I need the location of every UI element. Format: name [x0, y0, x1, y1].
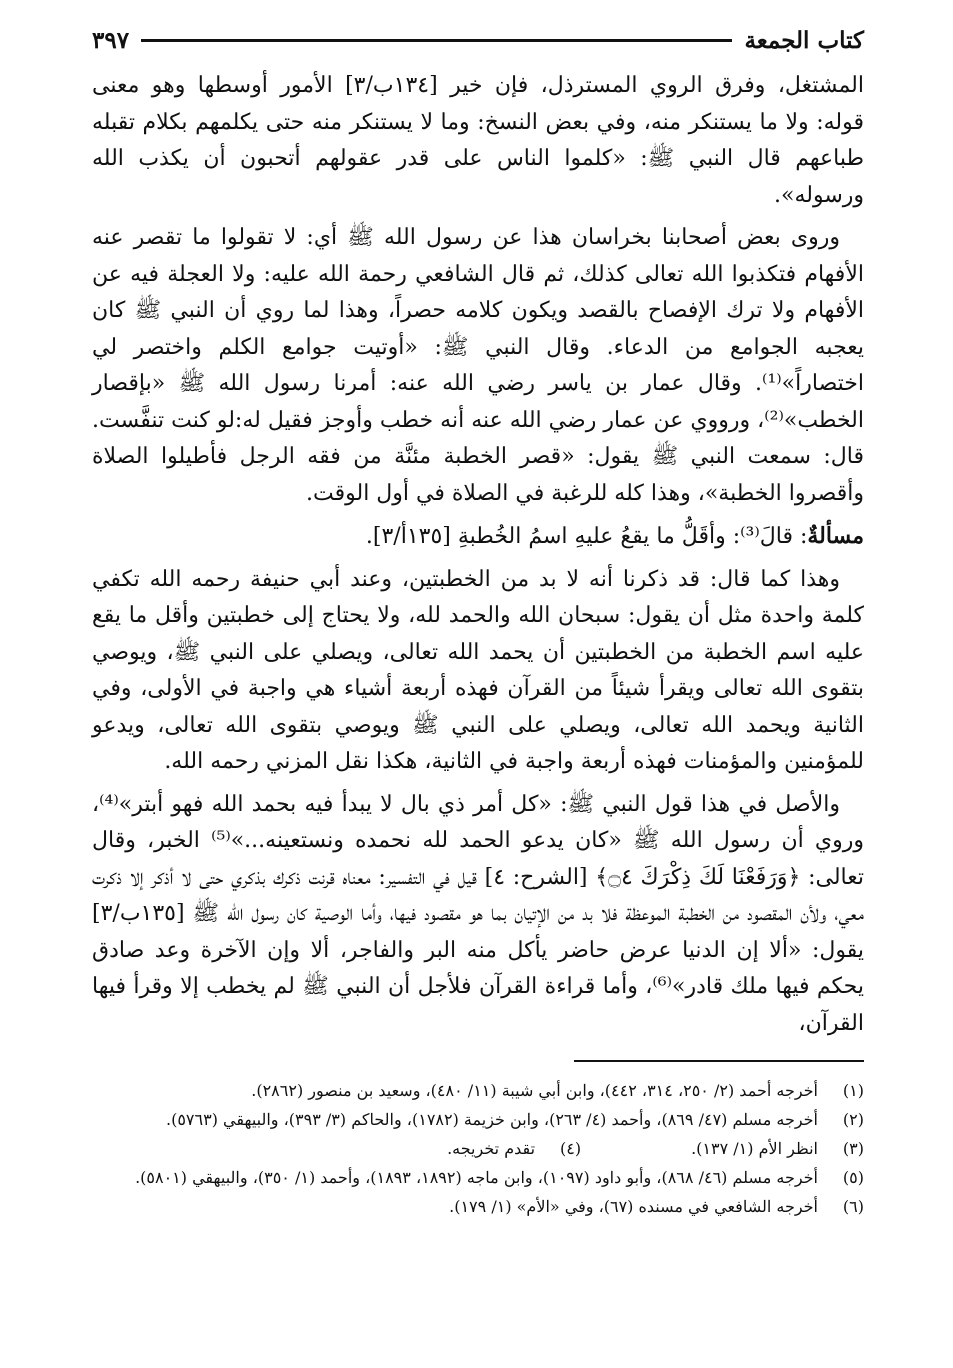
footnote: [92, 1076, 864, 1105]
page-number: ٣٩٧: [92, 26, 130, 54]
footnote-pair: [92, 1134, 864, 1163]
footnote-text: أخرجه مسلم (٤٦/ ٨٦٨)، وأبو داود (١٠٩٧)، وابن ماجه (١٨٩٢، ١٨٩٣)، وأحمد (١/ ٣٥٠)، والبيهقي (٥٨٠١).: [135, 1168, 818, 1187]
footnote-text: أخرجه الشافعي في مسنده (٦٧)، وفي «الأم» (١/ ١٧٩).: [449, 1197, 818, 1216]
footnote-text: تقدم تخريجه.: [447, 1139, 536, 1158]
footnote-number: (٤): [559, 1139, 582, 1158]
masala-label: مسألةٌ: [807, 523, 864, 549]
chapter-title: كتاب الجمعة: [744, 26, 864, 54]
footnote: [92, 1163, 864, 1192]
paragraph: وروى بعض أصحابنا بخراسان هذا عن رسول الله ﷺ أي: لا تقولوا ما تقصر عنه الأفهام فتكذبوا الله تعالى كذلك، ثم قال الشافعي رحمة الله عليه: ولا العجلة فيه عن الأفهام ولا ترك الإفصاح بالقصد ويكون كلامه حصراً، وهذا لما روي أن النبي ﷺ كان يعجبه الجوامع من الدعاء. وقال النبي ﷺ: «أوتيت جوامع الكلم واختصر لي اختصاراً»⁽¹⁾. وقال عمار بن ياسر رضي الله عنه: أمرنا رسول الله ﷺ «بإقصار الخطب»⁽²⁾، ورووي عن عمار رضي الله عنه أنه خطب وأوجز فقيل له:لو كنت تنفَّست. قال: سمعت النبي ﷺ يقول: «قصر الخطبة مئنَّة من فقه الرجل فأطيلوا الصلاة وأقصروا الخطبة»، وهذا كله للرغبة في الصلاة في أول الوقت.: [92, 225, 865, 506]
masala-heading: [92, 518, 864, 556]
footnote-number: (١): [842, 1081, 864, 1100]
main-text: [92, 68, 864, 1042]
footnote-text: أخرجه مسلم (٤٧/ ٨٦٩)، وأحمد (٤/ ٢٦٣)، وابن خزيمة (١٧٨٢)، والحاكم (٣/ ٣٩٣)، والبيهقي (٥٧٦٣).: [165, 1110, 818, 1129]
footnote-number: (٣): [842, 1139, 864, 1158]
masala-text: : قالَ⁽³⁾: وأقَلُّ ما يقعُ عليهِ اسمُ الخُطبةِ [١٣٥أ/٣].: [365, 524, 808, 549]
footnote: [92, 1105, 864, 1134]
paragraph: وهذا كما قال: قد ذكرنا أنه لا بد من الخطبتين، وعند أبي حنيفة رحمه الله تكفي كلمة واحدة مثل أن يقول: سبحان الله والحمد لله، ولا يحتاج إلى خطبتين وأقل ما يقع عليه اسم الخطبة من الخطبتين أن يحمد الله تعالى، ويصلي على النبي ﷺ، ويوصي بتقوى الله تعالى ويقرأ شيئاً من القرآن فهذه أربعة أشياء هي واجبة في الأولى، وفي الثانية ويحمد الله تعالى، ويصلي على النبي ﷺ ويوصي بتقوى الله تعالى، ويدعو للمؤمنين والمؤمنات فهذه أربعة واجبة في الثانية، هكذا نقل المزني رحمه الله.: [92, 566, 864, 774]
paragraph: والأصل في هذا قول النبي ﷺ: «كل أمر ذي بال لا يبدأ فيه بحمد الله فهو أبتر»⁽⁴⁾، وروي أن رسول الله ﷺ «كان يدعو الحمد لله نحمده ونستعينه...»⁽⁵⁾ الخبر، وقال تعالى: ﴿وَرَفَعْنَا لَكَ ذِكْرَكَ ۝٤﴾ [الشرح: ٤] قيل في التفسير: معناه قرنت ذكرك بذكري حتى لا أذكر إلا ذكرت معي، ولأن المقصود من الخطبة الموعظة فلا بد من الإتيان بما هو مقصود فيها، وأما الوصية كان رسول الله ﷺ [١٣٥ب/٣] يقول: «ألا إن الدنيا عرض حاضر يأكل منه البر والفاجر، ألا وإن الآخرة وعد صادق يحكم فيها ملك قادر»⁽⁶⁾، وأما قراءة القرآن فلأجل أن النبي ﷺ لم يخطب إلا وقرأ فيها القرآن،: [92, 791, 864, 1036]
book-page: [92, 22, 864, 1221]
footnote-text: انظر الأم (١/ ١٣٧).: [691, 1139, 818, 1158]
footnote-number: (٢): [842, 1110, 864, 1129]
running-header: [92, 22, 864, 58]
paragraph: المشتغل، وفرق الروي المسترذل، فإن خير [١٣٤ب/٣] الأمور أوسطها وهو معنى قوله: ولا ما يستنكر منه، وفي بعض النسخ: وما لا يستنكر منه حتى يكلمهم بكلام تقبله طباعهم قال النبي ﷺ: «كلموا الناس على قدر عقولهم أتحبون أن يكذب الله ورسوله».: [92, 73, 864, 208]
footnote: [92, 1192, 864, 1221]
header-rule: [141, 39, 732, 42]
footnote-text: أخرجه أحمد (٢/ ٢٥٠، ٣١٤، ٤٤٢)، وابن أبي شيبة (١١/ ٤٨٠)، وسعيد بن منصور (٢٨٦٢).: [251, 1081, 818, 1100]
footnote-number: (٥): [842, 1168, 864, 1187]
footnotes: [92, 1076, 864, 1221]
footnote-number: (٦): [842, 1197, 864, 1216]
footnote-rule: [574, 1060, 864, 1062]
